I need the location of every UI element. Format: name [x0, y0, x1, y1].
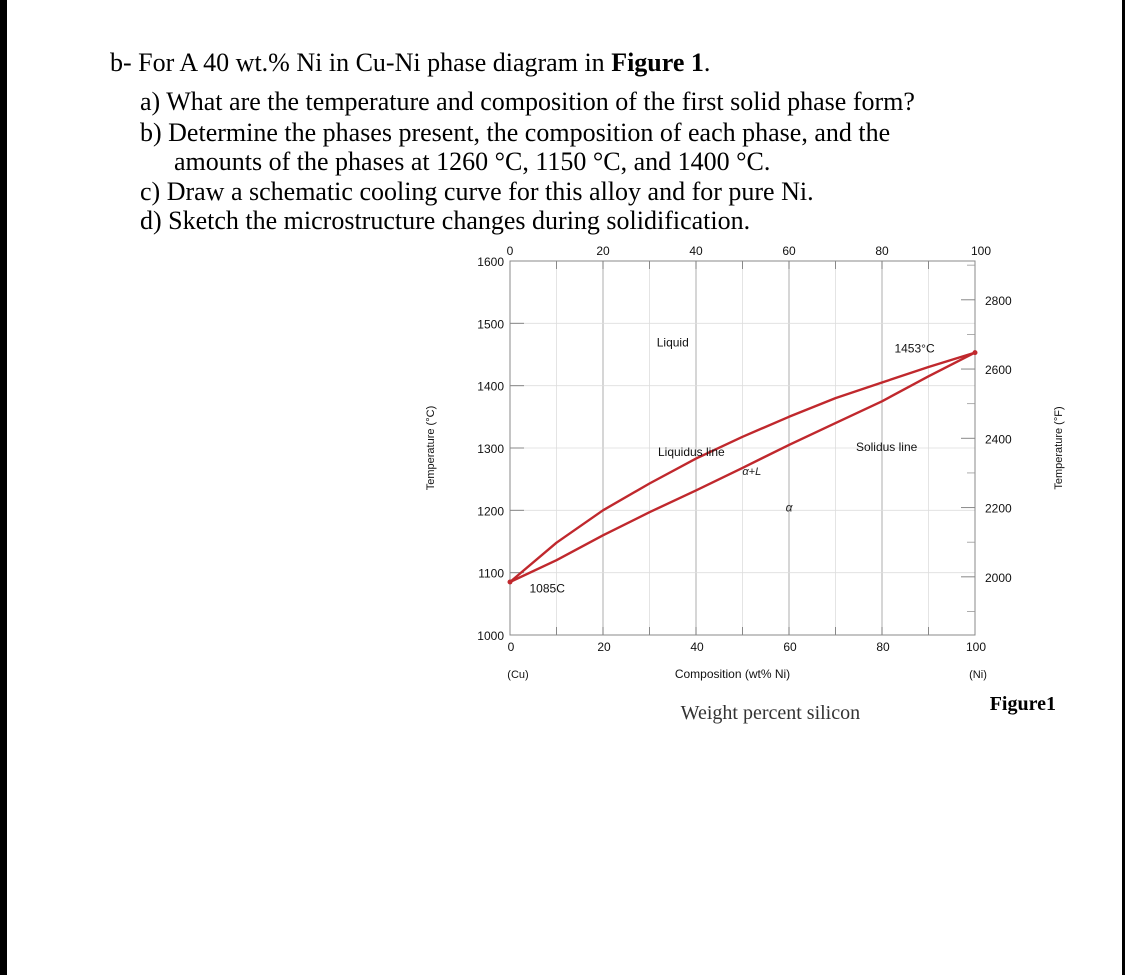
x-tick-label-top: 60	[782, 244, 796, 258]
liquid-region-label: Liquid	[656, 335, 689, 350]
y-right-tick-label: 2600	[985, 363, 1012, 378]
x-tick-label-top: 100	[970, 244, 992, 258]
y-tick-label: 1300	[477, 442, 504, 456]
x-tick-label-top: 0	[506, 244, 514, 258]
y-right-tick-label: 2800	[985, 293, 1012, 308]
melting-cu-label: 1085C	[529, 581, 565, 596]
x-tick-label-top: 80	[875, 244, 889, 258]
y-tick-label: 1000	[477, 629, 504, 643]
x-tick-label-bottom: 80	[876, 640, 890, 654]
liquidus-line-label: Liquidus line	[657, 445, 725, 460]
x-end-label-cu: (Cu)	[507, 669, 529, 681]
x-axis-title: Composition (wt% Ni)	[674, 667, 791, 681]
alpha-plus-liquid-label: α+L	[742, 465, 762, 478]
cu-melting-point	[508, 580, 513, 585]
y-axis-title: Temperature (°C)	[425, 405, 437, 491]
figure-reference: Figure 1	[611, 48, 704, 77]
figure-label: Figure1	[989, 693, 1056, 715]
y-axis-title-right: Temperature (°F)	[1053, 406, 1065, 490]
x-tick-label-bottom: 20	[597, 640, 611, 654]
y-right-tick-label: 2000	[985, 570, 1012, 585]
question-part-a: a) What are the temperature and composition of the first solid phase form?	[140, 87, 915, 116]
question-part-c: c) Draw a schematic cooling curve for this alloy and for pure Ni.	[140, 177, 814, 206]
y-tick-label: 1200	[477, 504, 504, 519]
question-part-b-line2: amounts of the phases at 1260 °C, 1150 °C, and 1400 °C.	[174, 147, 771, 176]
y-right-tick-label: 2200	[985, 501, 1012, 516]
x-tick-label-top: 40	[689, 244, 703, 258]
x-tick-label-bottom: 60	[783, 640, 797, 654]
x-tick-label-bottom: 40	[690, 640, 704, 654]
ni-melting-point	[973, 350, 978, 355]
melting-ni-label: 1453°C	[894, 341, 935, 356]
y-right-tick-label: 2400	[985, 432, 1012, 447]
y-tick-label: 1400	[477, 379, 504, 394]
solidus-line-label: Solidus line	[855, 440, 918, 455]
x-tick-label-bottom: 0	[507, 640, 515, 654]
x-end-label-ni: (Ni)	[969, 669, 987, 681]
caption-below: Weight percent silicon	[680, 702, 861, 724]
y-tick-label: 1500	[477, 317, 504, 332]
question-part-d: d) Sketch the microstructure changes during solidification.	[140, 206, 751, 235]
x-tick-label-bottom: 100	[965, 640, 987, 654]
question-part-b-line1: b) Determine the phases present, the composition of each phase, and the	[140, 118, 891, 147]
alpha-region-label: α	[785, 500, 793, 515]
y-tick-label: 1600	[477, 255, 504, 269]
y-tick-label: 1100	[478, 566, 504, 581]
question-intro: b- For A 40 wt.% Ni in Cu-Ni phase diagram in Figure 1.	[110, 48, 711, 77]
x-tick-label-top: 20	[596, 244, 610, 258]
